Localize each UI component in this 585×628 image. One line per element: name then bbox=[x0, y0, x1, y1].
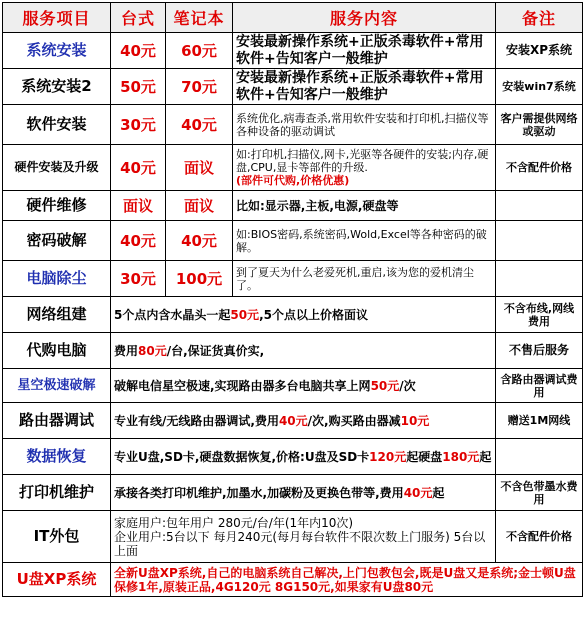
desktop-price: 30元 bbox=[111, 105, 166, 145]
table-row bbox=[3, 33, 583, 69]
content-text: 破解电信星空极速,实现路由器多台电脑共享上网 bbox=[114, 378, 371, 393]
desktop-price: 40元 bbox=[111, 221, 166, 261]
content-text: 5个点内含水晶头一起 bbox=[114, 307, 231, 322]
service-note: 含路由器调试费用 bbox=[496, 369, 583, 403]
service-name: 系统安装 bbox=[3, 33, 111, 69]
content-text: 起 bbox=[479, 449, 492, 464]
laptop-price: 40元 bbox=[166, 221, 233, 261]
service-note bbox=[496, 261, 583, 297]
service-content: 系统优化,病毒查杀,常用软件安装和打印机,扫描仪等各种设备的驱动调试 bbox=[233, 105, 496, 145]
content-text: 如:打印机,扫描仪,网卡,光驱等各硬件的安装;内存,硬盘,CPU,显卡等部件的升级. bbox=[236, 148, 489, 174]
table-row bbox=[3, 221, 583, 261]
content-text: 费用 bbox=[114, 343, 139, 358]
service-price-table bbox=[2, 2, 583, 597]
table-header-row bbox=[3, 3, 583, 33]
table-row bbox=[3, 369, 583, 403]
service-content: 全新U盘XP系统,自己的电脑系统自己解决,上门包教包会,既是U盘又是系统;金士顿U盘保修1年,原装正品,4G120元 8G150元,如果家有U盘80元 bbox=[111, 563, 583, 597]
header-content: 服务内容 bbox=[233, 3, 496, 33]
service-name: 密码破解 bbox=[3, 221, 111, 261]
service-name: 打印机维护 bbox=[3, 475, 111, 511]
content-text: /次,购买路由器减 bbox=[307, 413, 401, 428]
service-note: 安装win7系统 bbox=[496, 69, 583, 105]
service-note: 不售后服务 bbox=[496, 333, 583, 369]
content-text: 专业U盘,SD卡,硬盘数据恢复,价格:U盘及SD卡 bbox=[114, 449, 370, 464]
service-name: U盘XP系统 bbox=[3, 563, 111, 597]
header-desktop: 台式 bbox=[111, 3, 166, 33]
service-name: IT外包 bbox=[3, 511, 111, 563]
table-row bbox=[3, 439, 583, 475]
laptop-price: 面议 bbox=[166, 145, 233, 191]
service-content bbox=[233, 145, 496, 191]
service-content bbox=[111, 369, 496, 403]
service-name: 硬件安装及升级 bbox=[3, 145, 111, 191]
content-price: 120元 bbox=[369, 449, 407, 464]
service-note bbox=[496, 221, 583, 261]
laptop-price: 60元 bbox=[166, 33, 233, 69]
service-note: 不含色带墨水费用 bbox=[496, 475, 583, 511]
service-content: 比如:显示器,主板,电源,硬盘等 bbox=[233, 191, 496, 221]
service-name: 星空极速破解 bbox=[3, 369, 111, 403]
laptop-price: 70元 bbox=[166, 69, 233, 105]
laptop-price: 100元 bbox=[166, 261, 233, 297]
desktop-price: 面议 bbox=[111, 191, 166, 221]
service-name: 系统安装2 bbox=[3, 69, 111, 105]
service-name: 路由器调试 bbox=[3, 403, 111, 439]
service-note: 客户需提供网络或驱动 bbox=[496, 105, 583, 145]
service-note: 不含布线,网线费用 bbox=[496, 297, 583, 333]
service-content bbox=[111, 297, 496, 333]
header-laptop: 笔记本 bbox=[166, 3, 233, 33]
service-name: 电脑除尘 bbox=[3, 261, 111, 297]
service-name: 代购电脑 bbox=[3, 333, 111, 369]
desktop-price: 40元 bbox=[111, 145, 166, 191]
desktop-price: 40元 bbox=[111, 33, 166, 69]
service-content bbox=[111, 475, 496, 511]
content-text: 起硬盘 bbox=[406, 449, 443, 464]
service-note bbox=[496, 191, 583, 221]
content-text: ,5个点以上价格面议 bbox=[259, 307, 368, 322]
service-note: 安装XP系统 bbox=[496, 33, 583, 69]
desktop-price: 50元 bbox=[111, 69, 166, 105]
table-row bbox=[3, 297, 583, 333]
table-row bbox=[3, 105, 583, 145]
content-price: 40元 bbox=[403, 485, 433, 500]
content-price: 50元 bbox=[370, 378, 400, 393]
service-note: 不含配件价格 bbox=[496, 511, 583, 563]
content-price: 50元 bbox=[230, 307, 260, 322]
service-note bbox=[496, 439, 583, 475]
service-content: 到了夏天为什么老爱死机,重启,该为您的爱机清尘了。 bbox=[233, 261, 496, 297]
table-row bbox=[3, 563, 583, 597]
content-line: 企业用户:5台以下 每月240元(每月每台软件不限次数上门服务) 5台以上面 bbox=[114, 529, 486, 558]
desktop-price: 30元 bbox=[111, 261, 166, 297]
table-row bbox=[3, 511, 583, 563]
table-row bbox=[3, 403, 583, 439]
service-content: 安装最新操作系统+正版杀毒软件+常用软件+告知客户一般维护 bbox=[233, 69, 496, 105]
service-content: 如:BIOS密码,系统密码,Wold,Excel等各种密码的破解。 bbox=[233, 221, 496, 261]
content-text: 承接各类打印机维护,加墨水,加碳粉及更换色带等,费用 bbox=[114, 485, 404, 500]
content-highlight: (部件可代购,价格优惠) bbox=[236, 174, 350, 187]
table-row bbox=[3, 261, 583, 297]
content-text: /次 bbox=[399, 378, 416, 393]
laptop-price: 面议 bbox=[166, 191, 233, 221]
table-row bbox=[3, 191, 583, 221]
service-content bbox=[111, 511, 496, 563]
service-content: 安装最新操作系统+正版杀毒软件+常用软件+告知客户一般维护 bbox=[233, 33, 496, 69]
content-price: 80元 bbox=[138, 343, 167, 358]
service-note: 赠送1M网线 bbox=[496, 403, 583, 439]
service-content bbox=[111, 403, 496, 439]
content-line: 家庭用户:包年用户 280元/台/年(1年内10次) bbox=[114, 515, 354, 530]
laptop-price: 40元 bbox=[166, 105, 233, 145]
table-row bbox=[3, 145, 583, 191]
table-row bbox=[3, 475, 583, 511]
service-name: 软件安装 bbox=[3, 105, 111, 145]
table-row bbox=[3, 69, 583, 105]
service-content bbox=[111, 439, 496, 475]
service-name: 数据恢复 bbox=[3, 439, 111, 475]
content-text: 起 bbox=[432, 485, 445, 500]
service-name: 网络组建 bbox=[3, 297, 111, 333]
service-content bbox=[111, 333, 496, 369]
service-name: 硬件维修 bbox=[3, 191, 111, 221]
content-price: 180元 bbox=[442, 449, 480, 464]
content-text: 专业有线/无线路由器调试,费用 bbox=[114, 413, 279, 428]
content-text: /台,保证货真价实, bbox=[166, 343, 265, 358]
header-service: 服务项目 bbox=[3, 3, 111, 33]
table-row bbox=[3, 333, 583, 369]
service-note: 不含配件价格 bbox=[496, 145, 583, 191]
content-price: 40元 bbox=[278, 413, 308, 428]
header-note: 备注 bbox=[496, 3, 583, 33]
content-price: 10元 bbox=[400, 413, 430, 428]
